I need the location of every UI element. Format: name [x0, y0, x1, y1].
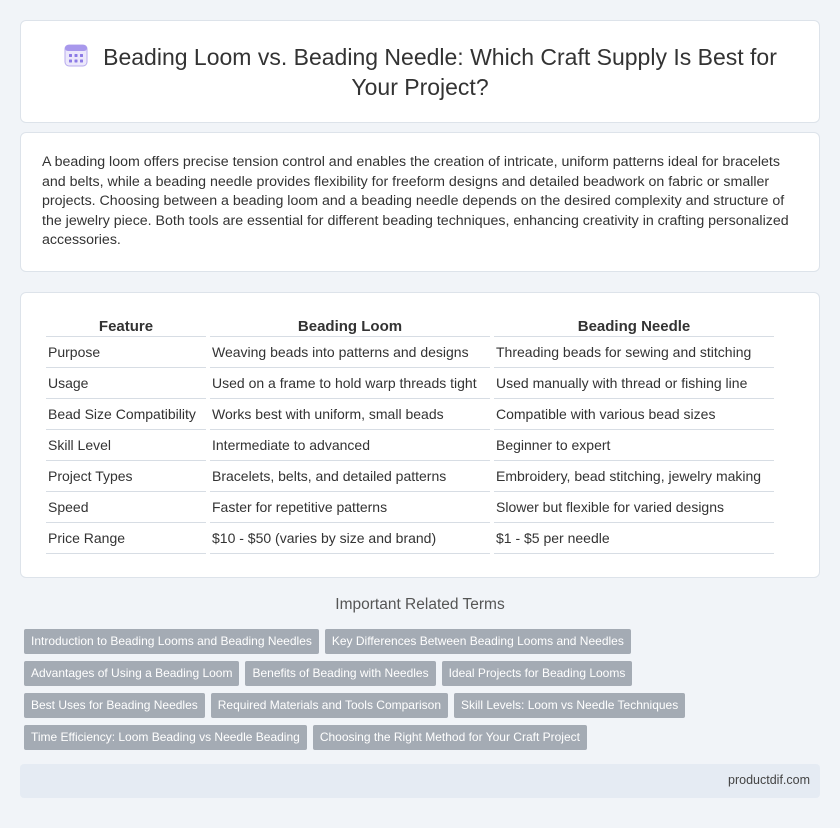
needle-cell: Embroidery, bead stitching, jewelry making	[494, 461, 774, 492]
calendar-icon	[63, 42, 89, 68]
comparison-table	[42, 317, 778, 554]
loom-cell: Intermediate to advanced	[210, 430, 490, 461]
table-row	[46, 399, 774, 430]
related-term-tag[interactable]: Introduction to Beading Looms and Beading Needles	[24, 629, 319, 654]
related-term-tag[interactable]: Advantages of Using a Beading Loom	[24, 661, 239, 686]
related-terms-list	[24, 629, 724, 757]
feature-cell: Project Types	[46, 461, 206, 492]
related-term-tag[interactable]: Choosing the Right Method for Your Craft Project	[313, 725, 587, 750]
feature-cell: Usage	[46, 368, 206, 399]
needle-cell: Slower but flexible for varied designs	[494, 492, 774, 523]
table-row	[46, 368, 774, 399]
page-title	[51, 42, 789, 102]
table-row	[46, 430, 774, 461]
table-header-row	[46, 317, 774, 337]
site-name[interactable]: productdif.com	[728, 773, 810, 787]
title-card	[20, 20, 820, 123]
tag-row	[24, 693, 724, 725]
related-term-tag[interactable]: Required Materials and Tools Comparison	[211, 693, 448, 718]
related-terms-heading: Important Related Terms	[335, 596, 505, 613]
table-row	[46, 461, 774, 492]
feature-cell: Speed	[46, 492, 206, 523]
needle-cell: Beginner to expert	[494, 430, 774, 461]
needle-cell: Compatible with various bead sizes	[494, 399, 774, 430]
related-term-tag[interactable]: Time Efficiency: Loom Beading vs Needle Beading	[24, 725, 307, 750]
comparison-card	[20, 292, 820, 578]
loom-cell: Bracelets, belts, and detailed patterns	[210, 461, 490, 492]
feature-cell: Skill Level	[46, 430, 206, 461]
intro-paragraph: A beading loom offers precise tension control and enables the creation of intricate, uniform patterns ideal for bracelets and belts, while a beading needle provides flexibility for freeform designs and detailed beadwork on fabric or smaller projects. Choosing between a beading loom and a beading needle depends on the desired complexity and structure of the jewelry piece. Both tools are essential for different beading techniques, enhancing creativity in crafting personalized accessories.	[42, 154, 789, 248]
related-term-tag[interactable]: Key Differences Between Beading Looms and Needles	[325, 629, 631, 654]
feature-cell: Bead Size Compatibility	[46, 399, 206, 430]
related-term-tag[interactable]: Benefits of Beading with Needles	[245, 661, 435, 686]
loom-cell: $10 - $50 (varies by size and brand)	[210, 523, 490, 554]
needle-cell: $1 - $5 per needle	[494, 523, 774, 554]
table-row	[46, 337, 774, 368]
table-row	[46, 523, 774, 554]
header-beading-needle: Beading Needle	[494, 317, 774, 337]
footer	[20, 764, 820, 798]
page-title-text: Beading Loom vs. Beading Needle: Which Craft Supply Is Best for Your Project?	[103, 44, 777, 100]
header-feature: Feature	[46, 317, 206, 337]
tag-row	[24, 661, 724, 693]
loom-cell: Used on a frame to hold warp threads tight	[210, 368, 490, 399]
needle-cell: Used manually with thread or fishing line	[494, 368, 774, 399]
table-row	[46, 492, 774, 523]
related-term-tag[interactable]: Skill Levels: Loom vs Needle Techniques	[454, 693, 685, 718]
needle-cell: Threading beads for sewing and stitching	[494, 337, 774, 368]
tag-row	[24, 629, 724, 661]
loom-cell: Weaving beads into patterns and designs	[210, 337, 490, 368]
related-term-tag[interactable]: Best Uses for Beading Needles	[24, 693, 205, 718]
loom-cell: Works best with uniform, small beads	[210, 399, 490, 430]
loom-cell: Faster for repetitive patterns	[210, 492, 490, 523]
feature-cell: Purpose	[46, 337, 206, 368]
header-beading-loom: Beading Loom	[210, 317, 490, 337]
related-term-tag[interactable]: Ideal Projects for Beading Looms	[442, 661, 633, 686]
tag-row	[24, 725, 724, 757]
intro-card	[20, 132, 820, 272]
feature-cell: Price Range	[46, 523, 206, 554]
